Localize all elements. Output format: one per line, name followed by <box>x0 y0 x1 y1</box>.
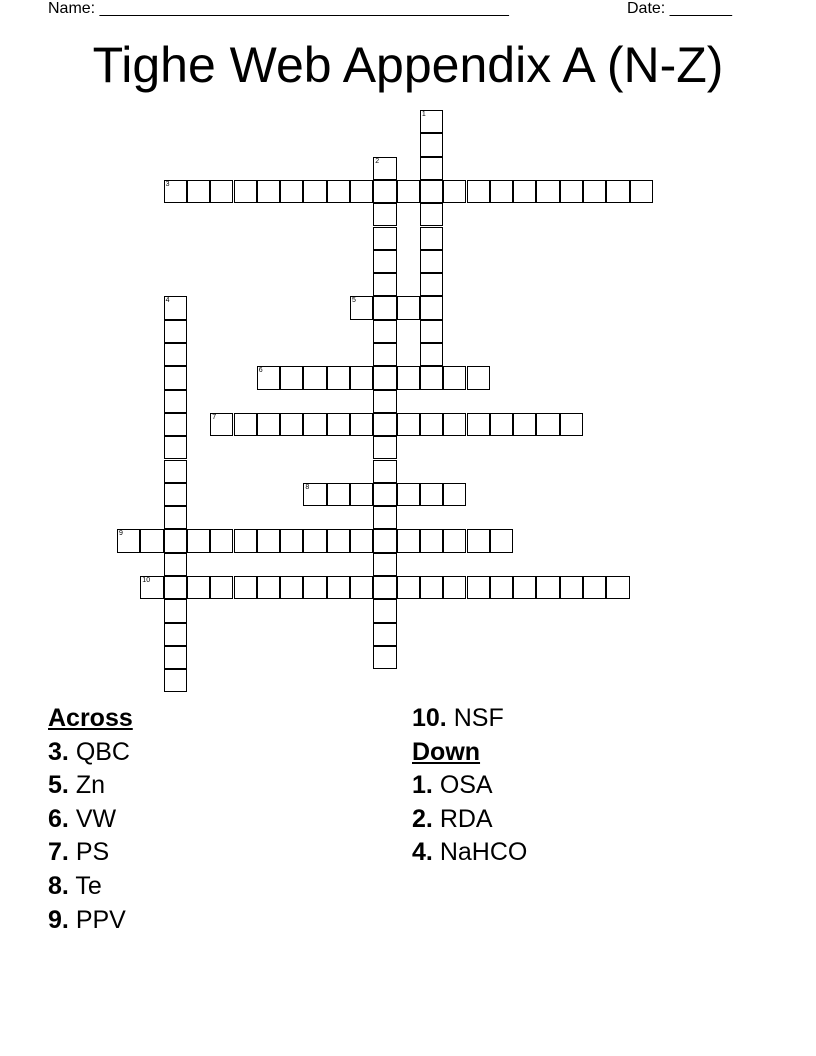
crossword-cell[interactable] <box>164 599 187 622</box>
crossword-cell[interactable] <box>117 529 140 552</box>
clue-number-label: 8 <box>305 483 310 491</box>
crossword-cell[interactable] <box>490 413 513 436</box>
crossword-cell[interactable] <box>257 413 280 436</box>
crossword-cell[interactable] <box>210 180 233 203</box>
clues-right-column <box>412 702 527 870</box>
crossword-cell[interactable] <box>467 576 490 599</box>
crossword-cell[interactable] <box>420 296 443 319</box>
crossword-cell[interactable] <box>164 576 187 599</box>
crossword-cell[interactable] <box>536 576 559 599</box>
crossword-cell[interactable] <box>234 529 257 552</box>
clue-number: 7. <box>48 838 69 867</box>
clue-text: PS <box>75 838 110 867</box>
crossword-cell[interactable] <box>280 366 303 389</box>
across-clue-6 <box>48 803 133 837</box>
crossword-cell[interactable] <box>443 180 466 203</box>
clue-number-label: 7 <box>212 413 217 421</box>
crossword-cell[interactable] <box>257 529 280 552</box>
crossword-cell[interactable] <box>490 180 513 203</box>
crossword-cell[interactable] <box>373 506 396 529</box>
crossword-cell[interactable] <box>373 157 396 180</box>
crossword-cell[interactable] <box>234 413 257 436</box>
crossword-cell[interactable] <box>303 413 326 436</box>
name-field-label[interactable]: Name: ______________________________________________ <box>48 0 509 17</box>
crossword-cell[interactable] <box>303 576 326 599</box>
crossword-cell[interactable] <box>490 576 513 599</box>
crossword-cell[interactable] <box>467 413 490 436</box>
crossword-cell[interactable] <box>443 366 466 389</box>
clues-left-column <box>48 702 133 937</box>
clue-number: 3. <box>48 737 69 766</box>
puzzle-title: Tighe Web Appendix A (N-Z) <box>92 37 724 93</box>
crossword-cell[interactable] <box>280 529 303 552</box>
down-heading: Down <box>412 737 481 766</box>
down-clue-2 <box>412 803 527 837</box>
crossword-cell[interactable] <box>397 296 420 319</box>
crossword-cell[interactable] <box>373 343 396 366</box>
crossword-cell[interactable] <box>420 576 443 599</box>
crossword-cell[interactable] <box>420 180 443 203</box>
date-field-label[interactable]: Date: _______ <box>627 0 732 17</box>
crossword-cell[interactable] <box>397 576 420 599</box>
clue-number-label: 6 <box>258 367 263 375</box>
crossword-cell[interactable] <box>373 366 396 389</box>
crossword-cell[interactable] <box>397 366 420 389</box>
crossword-cell[interactable] <box>327 366 350 389</box>
across-clue-8 <box>48 870 133 904</box>
crossword-cell[interactable] <box>373 553 396 576</box>
crossword-cell[interactable] <box>373 529 396 552</box>
crossword-cell[interactable] <box>140 576 163 599</box>
crossword-cell[interactable] <box>420 133 443 156</box>
crossword-cell[interactable] <box>443 483 466 506</box>
crossword-cell[interactable] <box>467 366 490 389</box>
clue-number: 8. <box>48 871 69 900</box>
clue-number-label: 1 <box>421 111 426 118</box>
clue-text: PPV <box>75 905 126 934</box>
clue-number: 1. <box>412 771 433 800</box>
across-heading: Across <box>48 704 133 732</box>
crossword-cell[interactable] <box>420 529 443 552</box>
crossword-cell[interactable] <box>467 180 490 203</box>
crossword-cell[interactable] <box>397 413 420 436</box>
down-clue-1 <box>412 769 527 803</box>
crossword-cell[interactable] <box>303 529 326 552</box>
clue-number: 9. <box>48 905 69 934</box>
crossword-cell[interactable] <box>350 180 373 203</box>
crossword-cell[interactable] <box>560 180 583 203</box>
crossword-cell[interactable] <box>420 320 443 343</box>
across-clue-3 <box>48 736 133 770</box>
crossword-cell[interactable] <box>280 576 303 599</box>
crossword-cell[interactable] <box>373 390 396 413</box>
clue-text: NaHCO <box>439 838 528 867</box>
crossword-cell[interactable] <box>257 180 280 203</box>
crossword-cell[interactable] <box>420 250 443 273</box>
crossword-cell[interactable] <box>187 529 210 552</box>
crossword-cell[interactable] <box>350 366 373 389</box>
crossword-cell[interactable] <box>164 180 187 203</box>
crossword-cell[interactable] <box>350 413 373 436</box>
crossword-cell[interactable] <box>234 576 257 599</box>
clue-number: 4. <box>412 838 433 867</box>
crossword-cell[interactable] <box>327 529 350 552</box>
clue-number: 10. <box>412 704 447 732</box>
crossword-cell[interactable] <box>490 529 513 552</box>
crossword-cell[interactable] <box>280 413 303 436</box>
crossword-cell[interactable] <box>327 483 350 506</box>
across-clue-9 <box>48 904 133 938</box>
crossword-cell[interactable] <box>373 646 396 669</box>
clue-number: 2. <box>412 804 433 833</box>
clue-number-label: 10 <box>142 577 151 584</box>
clue-text: Te <box>75 871 102 900</box>
crossword-cell[interactable] <box>443 576 466 599</box>
crossword-cell[interactable] <box>397 529 420 552</box>
crossword-cell[interactable] <box>210 576 233 599</box>
crossword-cell[interactable] <box>420 343 443 366</box>
crossword-cell[interactable] <box>536 180 559 203</box>
crossword-cell[interactable] <box>373 623 396 646</box>
crossword-cell[interactable] <box>420 110 443 133</box>
crossword-cell[interactable] <box>257 366 280 389</box>
crossword-cell[interactable] <box>164 413 187 436</box>
crossword-cell[interactable] <box>373 227 396 250</box>
clue-number: 6. <box>48 804 69 833</box>
crossword-cell[interactable] <box>373 320 396 343</box>
crossword-cell[interactable] <box>513 180 536 203</box>
across-clue-7 <box>48 836 133 870</box>
crossword-cell[interactable] <box>536 413 559 436</box>
clue-text: Zn <box>75 771 105 800</box>
clue-number: 5. <box>48 771 69 800</box>
crossword-cell[interactable] <box>164 483 187 506</box>
crossword-cell[interactable] <box>373 203 396 226</box>
crossword-cell[interactable] <box>560 576 583 599</box>
crossword-cell[interactable] <box>327 576 350 599</box>
crossword-cell[interactable] <box>420 157 443 180</box>
crossword-cell[interactable] <box>373 296 396 319</box>
crossword-cell[interactable] <box>257 576 280 599</box>
crossword-cell[interactable] <box>420 483 443 506</box>
crossword-cell[interactable] <box>606 576 629 599</box>
crossword-cell[interactable] <box>164 506 187 529</box>
crossword-cell[interactable] <box>234 180 257 203</box>
crossword-cell[interactable] <box>164 320 187 343</box>
crossword-cell[interactable] <box>373 180 396 203</box>
clue-number-label: 5 <box>352 297 356 305</box>
crossword-cell[interactable] <box>420 203 443 226</box>
crossword-cell[interactable] <box>350 529 373 552</box>
clue-text: RDA <box>439 804 493 833</box>
crossword-cell[interactable] <box>397 180 420 203</box>
crossword-cell[interactable] <box>187 180 210 203</box>
crossword-cell[interactable] <box>373 599 396 622</box>
crossword-cell[interactable] <box>373 413 396 436</box>
crossword-cell[interactable] <box>467 529 490 552</box>
across-clue-10 <box>412 702 527 736</box>
crossword-cell[interactable] <box>443 413 466 436</box>
crossword-cell[interactable] <box>140 529 163 552</box>
crossword-cell[interactable] <box>373 576 396 599</box>
clue-number-label: 9 <box>119 530 123 538</box>
crossword-cell[interactable] <box>164 460 187 483</box>
crossword-cell[interactable] <box>164 529 187 552</box>
crossword-cell[interactable] <box>443 529 466 552</box>
crossword-cell[interactable] <box>397 483 420 506</box>
crossword-cell[interactable] <box>420 227 443 250</box>
crossword-cell[interactable] <box>583 576 606 599</box>
crossword-cell[interactable] <box>164 623 187 646</box>
clue-text: OSA <box>439 771 493 800</box>
crossword-cell[interactable] <box>164 646 187 669</box>
crossword-cell[interactable] <box>164 436 187 459</box>
crossword-cell[interactable] <box>420 413 443 436</box>
clue-number-label: 4 <box>165 297 170 305</box>
crossword-cell[interactable] <box>560 413 583 436</box>
crossword-cell[interactable] <box>210 529 233 552</box>
crossword-cell[interactable] <box>164 553 187 576</box>
crossword-cell[interactable] <box>606 180 629 203</box>
clue-number-label: 3 <box>165 180 170 188</box>
crossword-cell[interactable] <box>164 296 187 319</box>
crossword-cell[interactable] <box>164 669 187 692</box>
crossword-cell[interactable] <box>350 576 373 599</box>
crossword-cell[interactable] <box>210 413 233 436</box>
crossword-cell[interactable] <box>420 273 443 296</box>
clue-text: NSF <box>453 704 504 732</box>
crossword-cell[interactable] <box>583 180 606 203</box>
crossword-cell[interactable] <box>350 483 373 506</box>
crossword-cell[interactable] <box>513 413 536 436</box>
crossword-cell[interactable] <box>373 483 396 506</box>
clue-text: VW <box>75 804 117 833</box>
crossword-cell[interactable] <box>420 366 443 389</box>
across-clue-5 <box>48 769 133 803</box>
down-clue-4 <box>412 836 527 870</box>
crossword-cell[interactable] <box>327 413 350 436</box>
clue-text: QBC <box>75 737 130 766</box>
crossword-cell[interactable] <box>630 180 653 203</box>
crossword-cell[interactable] <box>373 460 396 483</box>
crossword-cell[interactable] <box>373 250 396 273</box>
crossword-cell[interactable] <box>164 390 187 413</box>
crossword-cell[interactable] <box>327 180 350 203</box>
crossword-cell[interactable] <box>373 273 396 296</box>
crossword-cell[interactable] <box>373 436 396 459</box>
crossword-cell[interactable] <box>280 180 303 203</box>
crossword-cell[interactable] <box>187 576 210 599</box>
crossword-cell[interactable] <box>303 483 326 506</box>
crossword-cell[interactable] <box>164 343 187 366</box>
crossword-cell[interactable] <box>164 366 187 389</box>
crossword-cell[interactable] <box>513 576 536 599</box>
crossword-cell[interactable] <box>350 296 373 319</box>
crossword-cell[interactable] <box>303 180 326 203</box>
crossword-cell[interactable] <box>303 366 326 389</box>
clue-number-label: 2 <box>375 157 380 165</box>
